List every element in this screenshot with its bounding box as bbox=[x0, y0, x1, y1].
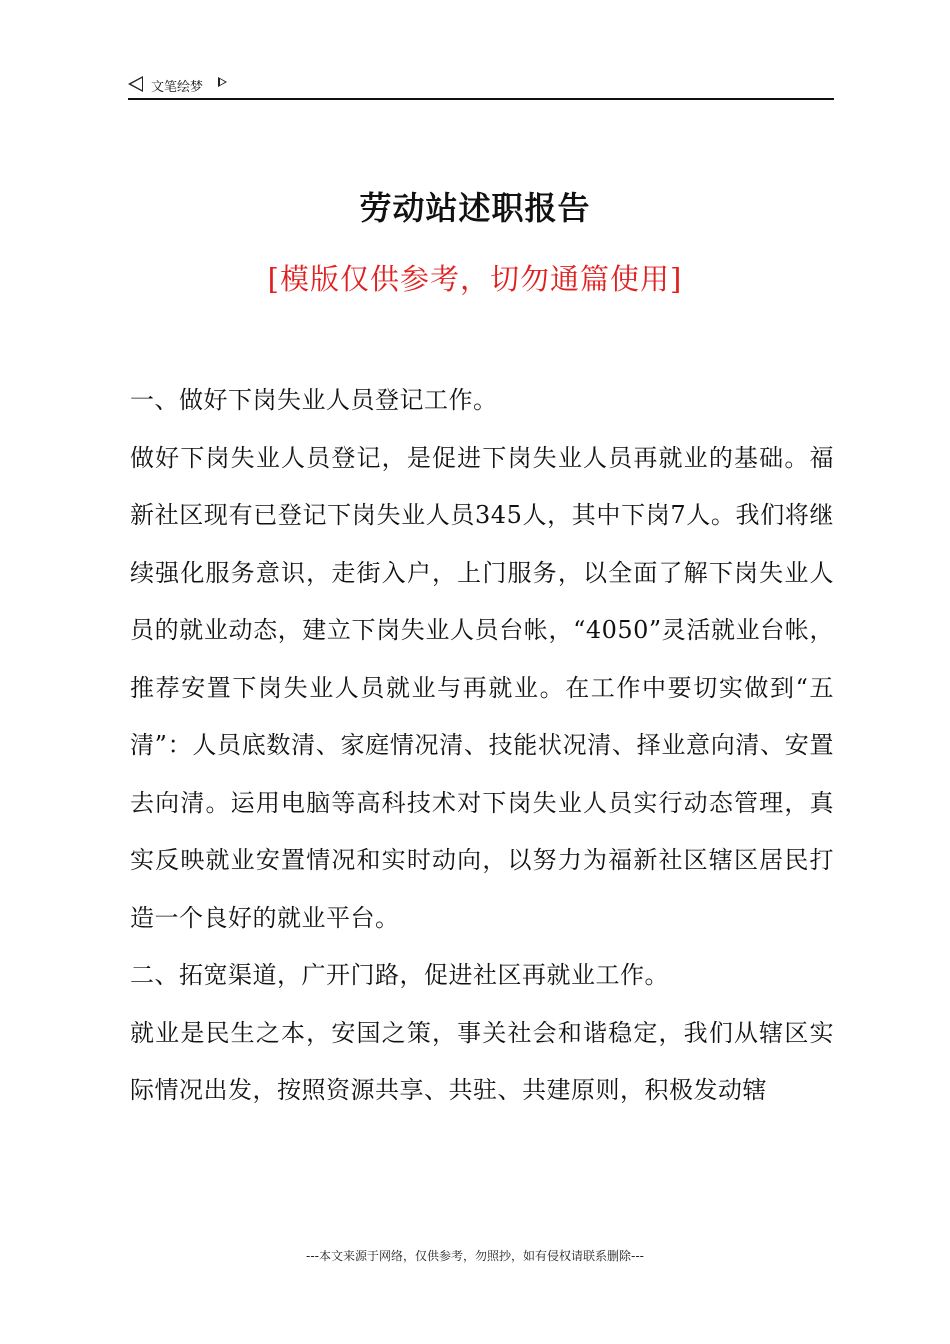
paragraph-2: 就业是民生之本，安国之策，事关社会和谐稳定，我们从辖区实际情况出发，按照资源共享、共驻、共建原则，积极发动辖 bbox=[130, 1018, 834, 1104]
paragraph-1: 做好下岗失业人员登记，是促进下岗失业人员再就业的基础。福新社区现有已登记下岗失业人员345人，其中下岗7人。我们将继续强化服务意识，走街入户，上门服务，以全面了解下岗失业人员的就业动态，建立下岗失业人员台帐，“4050”灵活就业台帐，推荐安置下岗失业人员就业与再就业。在工作中要切实做到“五清”：人员底数清、家庭情况清、技能状况清、择业意向清、安置去向清。运用电脑等高科技术对下岗失业人员实行动态管理，真实反映就业安置情况和实时动向，以努力为福新社区辖区居民打造一个良好的就业平台。 bbox=[130, 443, 834, 932]
document-body bbox=[130, 372, 834, 1120]
right-triangle-icon bbox=[218, 77, 227, 87]
left-triangle-icon bbox=[128, 76, 143, 92]
section-heading-2: 二、拓宽渠道，广开门路，促进社区再就业工作。 bbox=[130, 961, 669, 989]
header-brand: 文笔绘梦 bbox=[151, 80, 204, 95]
section-heading-1: 一、做好下岗失业人员登记工作。 bbox=[130, 386, 498, 414]
page-header bbox=[128, 72, 834, 100]
document-subtitle: [模版仅供参考，切勿通篇使用] bbox=[267, 262, 683, 296]
page-footer: ---本文来源于网络，仅供参考，勿照抄，如有侵权请联系删除--- bbox=[306, 1249, 644, 1263]
document-title: 劳动站述职报告 bbox=[359, 189, 591, 227]
